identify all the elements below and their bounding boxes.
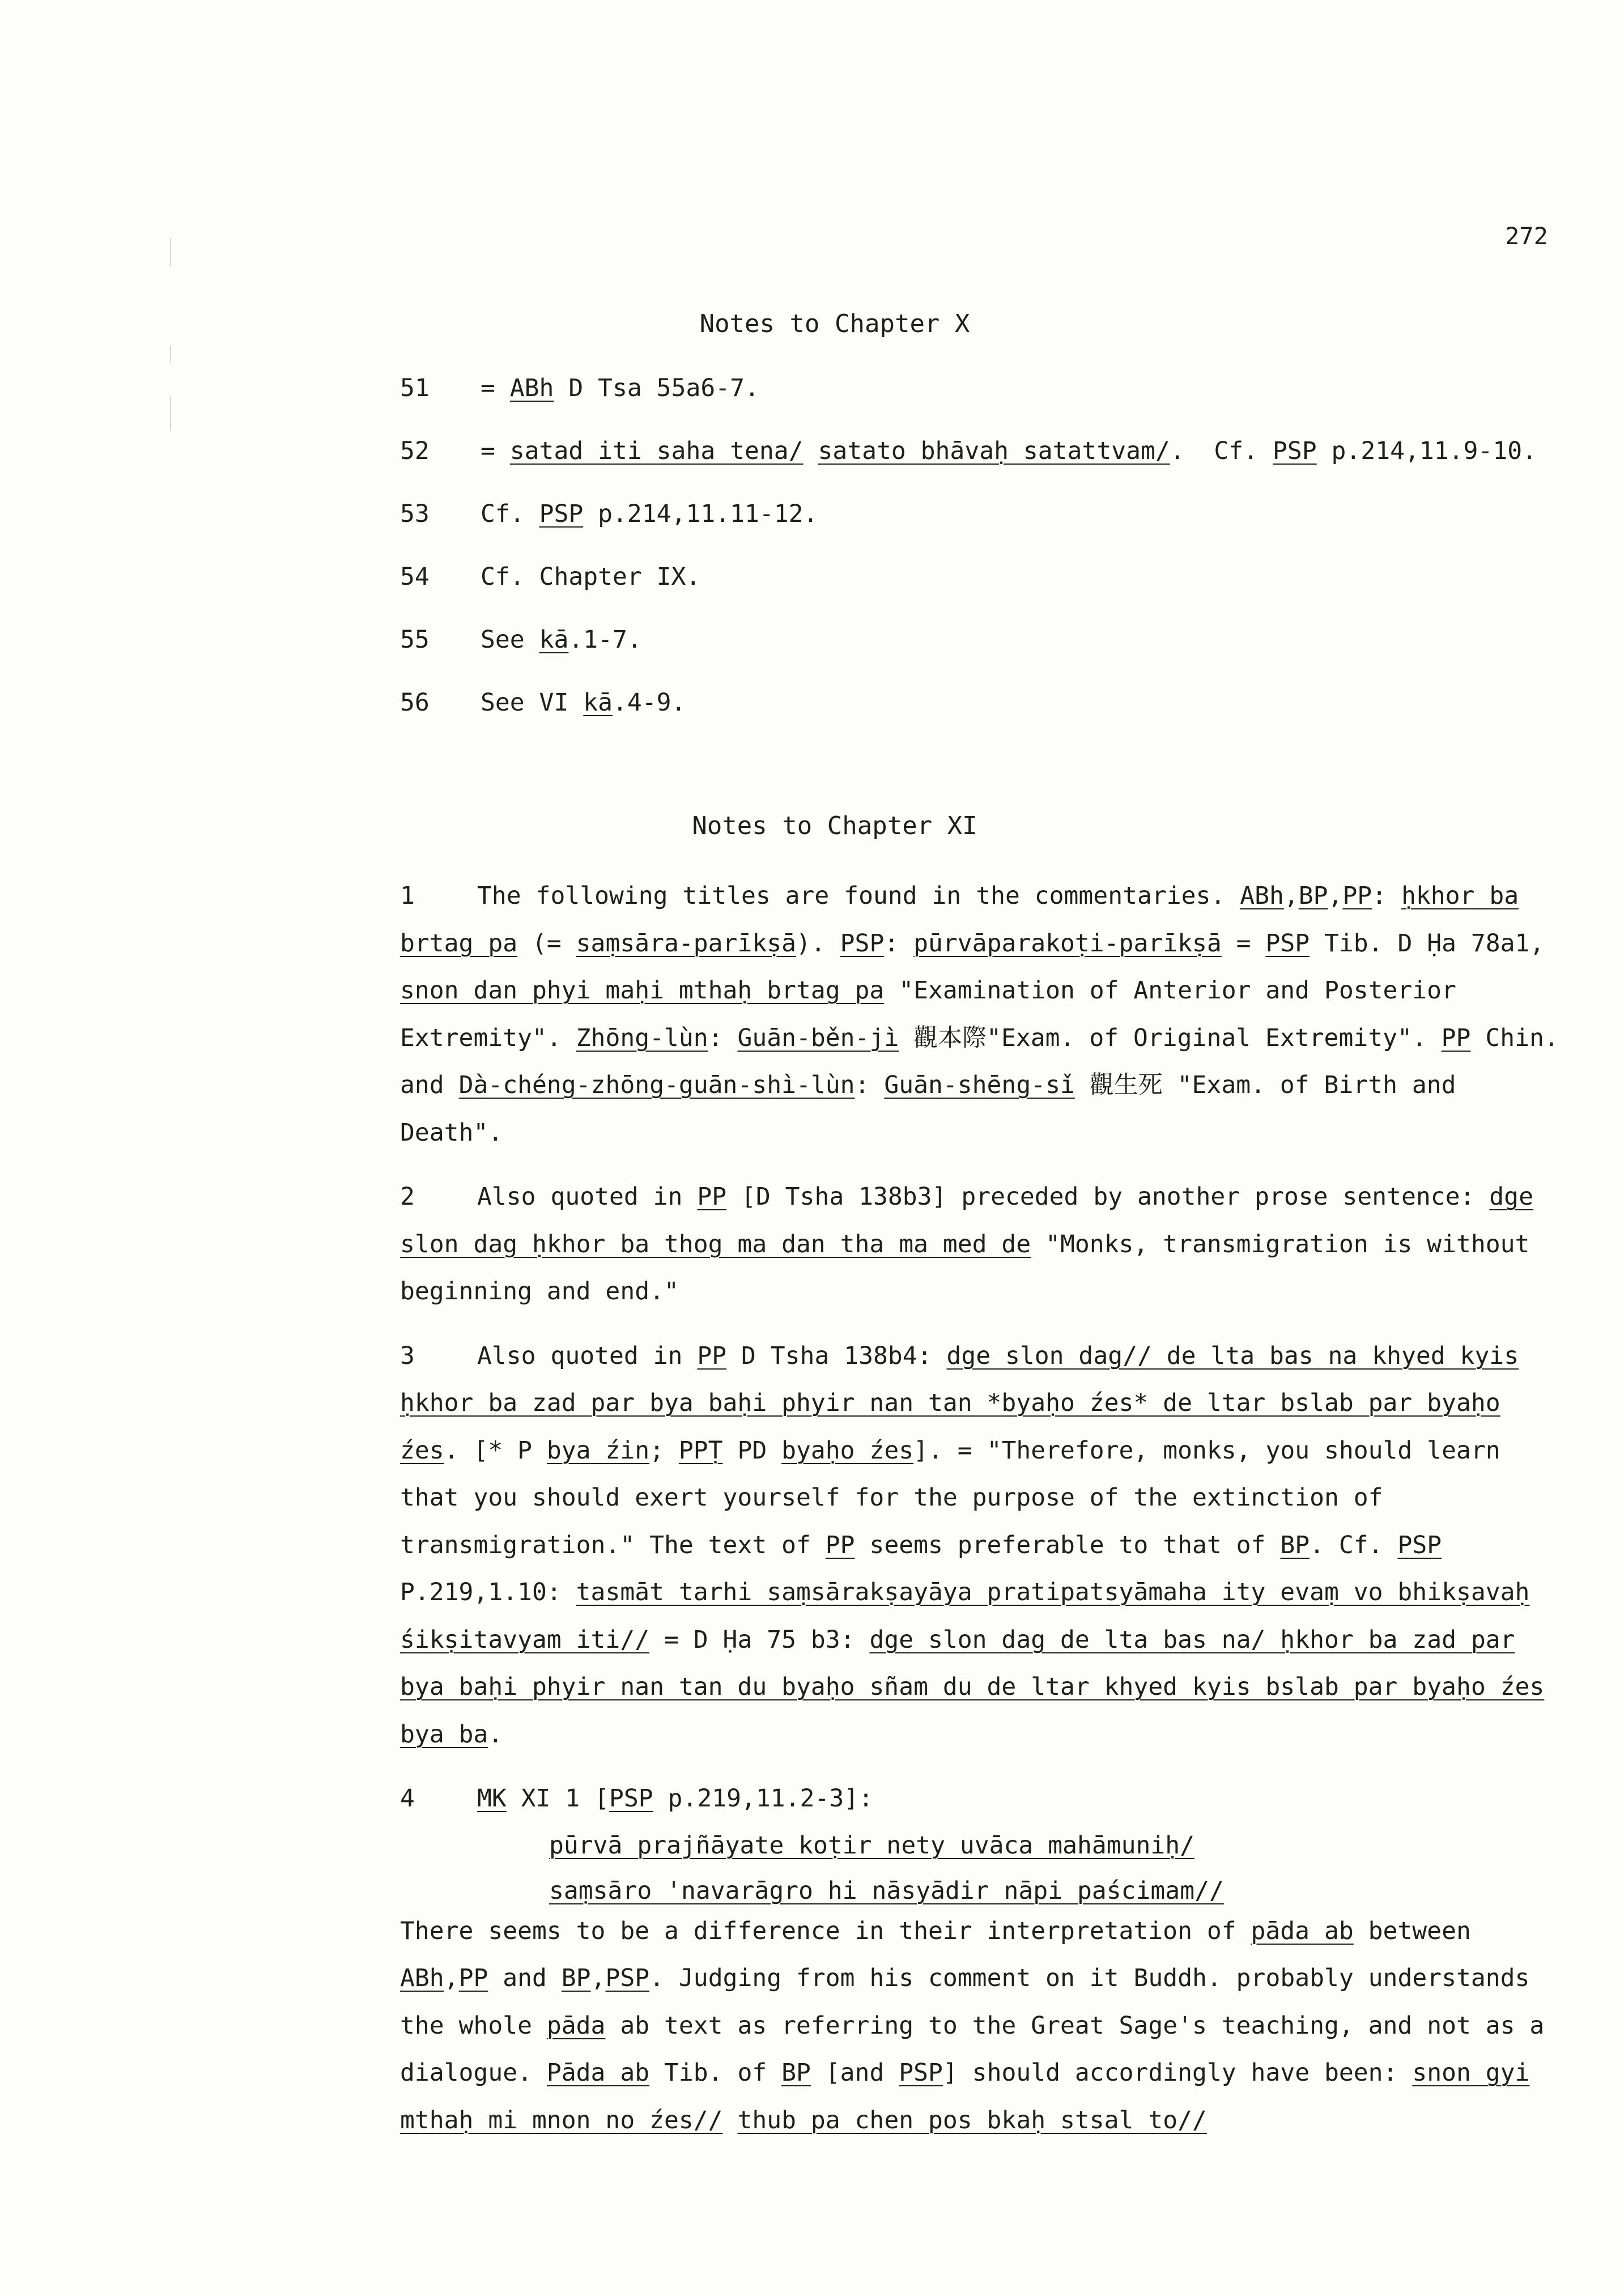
note-53 (400, 500, 1537, 563)
underlined-term: PSP (605, 1964, 650, 1992)
underlined-term: kā (583, 688, 613, 717)
underlined-term: Dà-chéng-zhōng-guān-shì-lùn (458, 1071, 855, 1099)
underlined-term: satad iti saha tena/ (509, 437, 804, 465)
note-54 (400, 563, 1537, 626)
underlined-term: PSP (840, 929, 885, 958)
underlined-term: satato bhāvaḥ satattvam/ (818, 437, 1170, 465)
verse-line (400, 1823, 1567, 1868)
note-text: Cf. Chapter IX. (481, 563, 701, 591)
underlined-term: PP (1342, 882, 1372, 910)
underlined-term: Pāda ab (546, 2059, 650, 2087)
underlined-term: snon gyi mthaḥ mi mnon no źes// (400, 2059, 1530, 2135)
note-text: = satad iti saha tena/ satato bhāvaḥ satattvam/. Cf. PSP p.214,11.9-10. (481, 437, 1537, 465)
note-number: 53 (400, 500, 430, 528)
underlined-term: ABh (509, 374, 554, 402)
note-number: 1 (400, 882, 415, 910)
note-4-head: 4 MK XI 1 [PSP p.219,11.2-3]: (400, 1775, 1567, 1823)
underlined-term: PSP (1265, 929, 1310, 958)
underlined-term: PP (1441, 1023, 1471, 1052)
note-4-commentary: There seems to be a difference in their interpretation of pāda ab between ABh,PP and BP,PSP. Judging from his comment on it Buddh. probably understands the whole pāda ab text as referring to the Great Sage's teaching, and not as a dialogue. Pāda ab Tib. of BP [and PSP] should accordingly have been: snon gyi mthaḥ mi mnon no źes// thub pa chen pos bkaḥ stsal to// (400, 1916, 1545, 2135)
underlined-term: PSP (899, 2059, 943, 2087)
underlined-term: BP (1298, 882, 1328, 910)
underlined-term: ḥkhor ba brtag pa (400, 882, 1519, 958)
underlined-term: pāda (546, 2011, 606, 2040)
underlined-term: Guān-shēng-sǐ (884, 1071, 1075, 1099)
chapter-x-heading: Notes to Chapter X (699, 309, 970, 338)
underlined-term: PSP (609, 1784, 653, 1813)
note-text: = ABh D Tsa 55a6-7. (481, 374, 759, 402)
note-text: See kā.1-7. (481, 626, 642, 654)
note-number: 52 (400, 437, 430, 465)
underlined-term: dge slon dag ḥkhor ba thog ma dan tha ma med de (400, 1183, 1533, 1258)
underlined-term: PP (458, 1964, 488, 1992)
note-2: 2 Also quoted in PP [D Tsha 138b3] preceded by another prose sentence: dge slon dag ḥkhor ba thog ma dan tha ma med de "Monks, transmigration is without beginning and end." (400, 1173, 1567, 1316)
note-number: 54 (400, 563, 430, 591)
note-number: 51 (400, 374, 430, 402)
underlined-term: saṃsāro 'navarāgro hi nāsyādir nāpi paścimam// (549, 1876, 1224, 1905)
note-1: 1 The following titles are found in the commentaries. ABh,BP,PP: ḥkhor ba brtag pa (= saṃsāra-parīkṣā). PSP: pūrvāparakoṭi-parīkṣā = PSP Tib. D Ḥa 78a1, snon dan phyi maḥi mthaḥ brtag pa "Examination of Anterior and Posterior Extremity". Zhōng-lùn: Guān-běn-jì 觀本際"Exam. of Original Extremity". PP Chin. and Dà-chéng-zhōng-guān-shì-lùn: Guān-shēng-sǐ 觀生死 "Exam. of Birth and Death". (400, 873, 1567, 1156)
underlined-term: PSP (1272, 437, 1317, 465)
note-51 (400, 374, 1537, 437)
underlined-term: dge slon dag// de lta bas na khyed kyis ḥkhor ba zad par bya baḥi phyir nan tan *byaḥo źes* de ltar bslab par byaḥo źes (400, 1341, 1519, 1465)
underlined-term: PP (697, 1183, 727, 1211)
chinese-characters: 觀生死 (1089, 1071, 1163, 1099)
underlined-term: PSP (539, 500, 584, 528)
note-52 (400, 437, 1537, 500)
underlined-term: ABh (400, 1964, 444, 1992)
chapter-xi-heading: Notes to Chapter XI (692, 811, 977, 840)
underlined-term: pūrvāparakoṭi-parīkṣā (913, 929, 1222, 958)
note-text: Cf. PSP p.214,11.11-12. (481, 500, 818, 528)
chapter-xi-notes (400, 873, 1567, 2144)
underlined-term: PP (697, 1341, 727, 1370)
underlined-term: BP (561, 1964, 591, 1992)
note-number: 2 (400, 1183, 415, 1211)
underlined-term: Zhōng-lùn (576, 1023, 708, 1052)
note-number: 55 (400, 626, 430, 654)
underlined-term: PSP (1397, 1530, 1442, 1559)
underlined-term: tasmāt tarhi saṃsārakṣayāya pratipatsyāmaha ity evaṃ vo bhikṣavaḥ śikṣitavyam iti// (400, 1578, 1530, 1654)
underlined-term: PPṬ (678, 1436, 723, 1465)
underlined-term: pāda ab (1251, 1916, 1354, 1945)
underlined-term: thub pa chen pos bkaḥ stsal to// (737, 2106, 1207, 2135)
note-3: 3 Also quoted in PP D Tsha 138b4: dge slon dag// de lta bas na khyed kyis ḥkhor ba zad par bya baḥi phyir nan tan *byaḥo źes* de ltar bslab par byaḥo źes. [* P bya źin; PPṬ PD byaḥo źes]. = "Therefore, monks, you should learn that you should exert yourself for the purpose of the extinction of transmigration." The text of PP seems preferable to that of BP. Cf. PSP P.219,1.10: tasmāt tarhi saṃsārakṣayāya pratipatsyāmaha ity evaṃ vo bhikṣavaḥ śikṣitavyam iti// = D Ḥa 75 b3: dge slon dag de lta bas na/ ḥkhor ba zad par bya baḥi phyir nan tan du byaḥo sñam du de ltar khyed kyis bslab par byaḥo źes bya ba. (400, 1333, 1567, 1759)
page-number: 272 (1505, 222, 1548, 250)
underlined-term: PP (825, 1530, 855, 1559)
underlined-term: bya źin (546, 1436, 650, 1465)
chinese-characters: 觀本際 (913, 1023, 987, 1052)
margin-mark (170, 346, 171, 363)
underlined-term: pūrvā prajñāyate koṭir nety uvāca mahāmuniḥ/ (549, 1831, 1195, 1860)
note-56 (400, 688, 1537, 751)
underlined-term: saṃsāra-parīkṣā (576, 929, 796, 958)
chapter-x-notes (400, 374, 1537, 751)
underlined-term: snon dan phyi maḥi mthaḥ brtag pa (400, 976, 885, 1005)
underlined-term: ABh (1240, 882, 1284, 910)
note-number: 56 (400, 688, 430, 717)
underlined-term: BP (1280, 1530, 1310, 1559)
note-number: 4 (400, 1784, 415, 1813)
underlined-term: Guān-běn-jì (737, 1023, 899, 1052)
note-text: See VI kā.4-9. (481, 688, 686, 717)
underlined-term: dge slon dag de lta bas na/ ḥkhor ba zad par bya baḥi phyir nan tan du byaḥo sñam du de ltar khyed kyis bslab par byaḥo źes bya ba (400, 1625, 1545, 1749)
note-4 (400, 1775, 1567, 2144)
note-55 (400, 626, 1537, 688)
note-number: 3 (400, 1341, 415, 1370)
margin-mark (170, 397, 171, 431)
underlined-term: MK (477, 1784, 507, 1813)
underlined-term: kā (539, 626, 569, 654)
underlined-term: byaḥo źes (781, 1436, 914, 1465)
margin-mark (170, 238, 171, 266)
verse-line (400, 1868, 1567, 1914)
underlined-term: BP (781, 2059, 811, 2087)
